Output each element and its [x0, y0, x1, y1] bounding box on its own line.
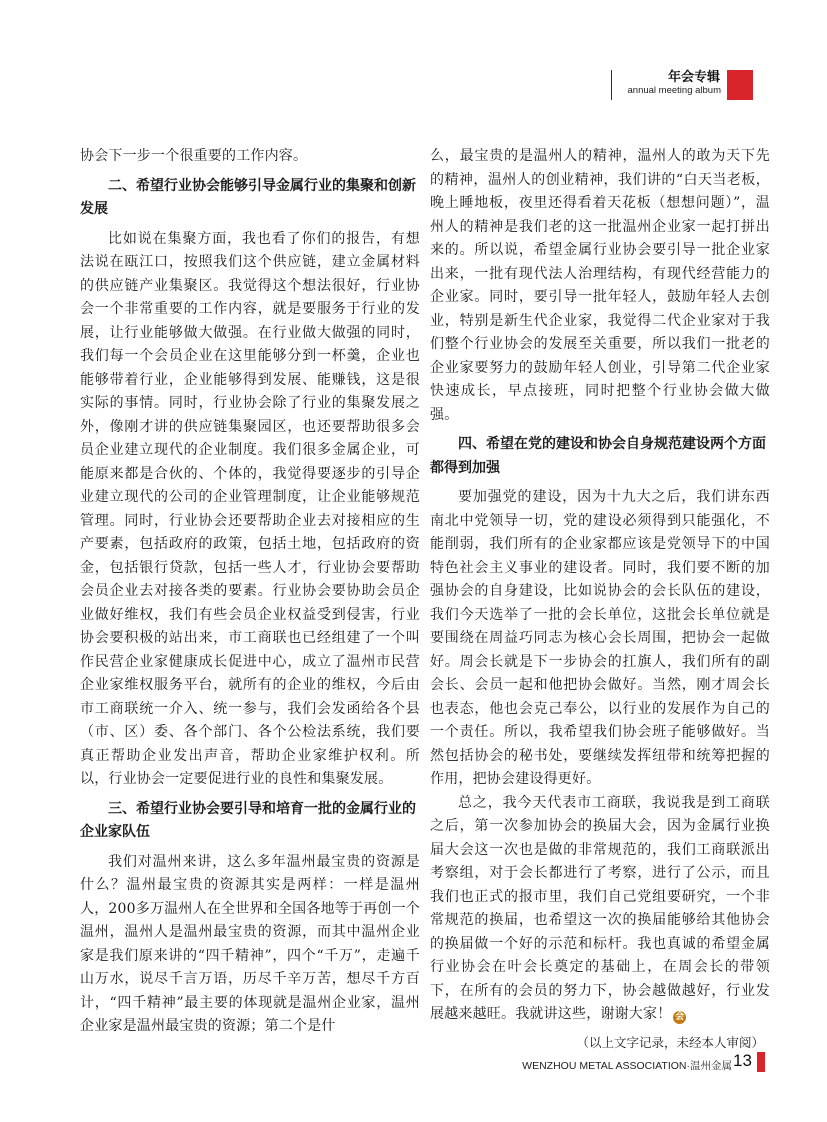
paragraph: 协会下一步一个很重要的工作内容。 — [80, 148, 308, 164]
footer-accent-block — [757, 1052, 765, 1072]
publication-name: WENZHOU METAL ASSOCIATION — [522, 1060, 687, 1072]
paragraph: 要加强党的建设，因为十九大之后，我们讲东西南北中党领导一切，党的建设必须得到只能强化，不能削弱，我们所有的企业家都应该是党领导下的中国特色社会主义事业的建设者。同时，我们要不断的加强协会的自身建设，比如说协会的会长队伍的建设，我们今天选举了一批的会长单位，这批会长单位就是要围绕在周益巧同志为核心会长周围，把协会一起做好。周会长就是下一步协会的扛旗人，我们所有的副会长、会员一起和他把协会做好。当然，刚才周会长也表态，他也会克己奉公，以行业的发展作为自己的一个责任。所以，我希望我们协会班子能够做好。当然包括协会的秘书处，要继续发挥纽带和统筹把握的作用，把协会建设得更好。 — [430, 489, 770, 787]
transcript-note: （以上文字记录，未经本人审阅） — [576, 1034, 764, 1050]
paragraph: 比如说在集聚方面，我也看了你们的报告，有想法说在瓯江口，按照我们这个供应链，建立金属材料的供应链产业集聚区。我觉得这个想法很好，行业协会一个非常重要的工作内容，就是要服务于行业的发展，让行业能够做大做强。在行业做大做强的同时，我们每一个会员企业在这里能够分到一杯羹，企业也能够带着行业，企业能够得到发展、能赚钱，这是很实际的事情。同时，行业协会除了行业的集聚发展之外，像刚才讲的供应链集聚园区，也还要帮助很多会员企业建立现代的企业制度。我们很多金属企业，可能原来都是合伙的、个体的，我觉得要逐步的引导企业建立现代的公司的企业管理制度，让企业能够规范管理。同时，行业协会还要帮助企业去对接相应的生产要素，包括政府的政策，包括土地，包括政府的资金，包括银行贷款，包括一些人才，行业协会要帮助会员企业去对接各类的要素。行业协会要协助会员企业做好维权，我们有些会员企业权益受到侵害，行业协会要积极的站出来，市工商联也已经组建了一个叫作民营企业家健康成长促进中心，成立了温州市民营企业家维权服务平台，就所有的企业的维权，今后由市工商联统一介入、统一参与，我们会发函给各个县（市、区）委、各个部门、各个公检法系统，我们要真正帮助企业发出声音，帮助企业家维护权利。所以，行业协会一定要促进行业的良性和集聚发展。 — [80, 230, 420, 787]
section-title: 年会专辑 — [667, 70, 720, 85]
page-number: 13 — [733, 1051, 752, 1070]
footer-publication — [496, 1058, 732, 1073]
paragraph-closing — [430, 792, 770, 1027]
footer-separator: · — [686, 1060, 690, 1072]
publication-name-cn: 温州金属 — [690, 1060, 732, 1072]
right-column — [430, 145, 770, 1053]
section-subtitle: annual meeting album — [627, 85, 721, 96]
header-accent-block — [727, 70, 753, 100]
left-column — [80, 145, 420, 1039]
section-heading: 四、希望在党的建设和协会自身规范建设两个方面都得到加强 — [430, 436, 766, 476]
end-mark-icon: 会 — [675, 1012, 685, 1022]
closing-text: 总之，我今天代表市工商联，我说我是到工商联之后，第一次参加协会的换届大会，因为金属行业换届大会这一次也是做的非常规范的，我们工商联派出考察组，对于会长都进行了考察，进行了公示，而且我们也正式的报市里，我们自己党组要研究，一个非常规范的换届，也希望这一次的换届能够给其他协会的换届做一个好的示范和标杆。我也真诚的希望金属行业协会在叶会长奠定的基础上，在周会长的带领下，在所有的会员的努力下，协会越做越好，行业发展越来越旺。我就讲这些，谢谢大家！ — [430, 794, 770, 1022]
paragraph: 么，最宝贵的是温州人的精神，温州人的敢为天下先的精神，温州人的创业精神，我们讲的“白天当老板，晚上睡地板，夜里还得看着天花板（想想问题）”，温州人的精神是我们老的这一批温州企业家一起打拼出来的。所以说，希望金属行业协会要引导一批企业家出来，一批有现代法人治理结构，有现代经营能力的企业家。同时，要引导一批年轻人，鼓励年轻人去创业，特别是新生代企业家，我觉得二代企业家对于我们整个行业协会的发展至关重要，所以我们一批老的企业家要努力的鼓励年轻人创业，引导第二代企业家快速成长，早点接班，同时把整个行业协会做大做强。 — [430, 148, 770, 423]
section-heading: 三、希望行业协会要引导和培育一批的金属行业的企业家队伍 — [80, 800, 416, 840]
section-heading: 二、希望行业协会能够引导金属行业的集聚和创新发展 — [80, 177, 416, 217]
paragraph: 我们对温州来讲，这么多年温州最宝贵的资源是什么？温州最宝贵的资源其实是两样：一样是温州人，200多万温州人在全世界和全国各地等于再创一个温州，温州人是温州最宝贵的资源，而其中温州企业家是我们原来讲的“四千精神”，四个“千万”，走遍千山万水，说尽千言万语，历尽千辛万苦，想尽千方百计，“四千精神”最主要的体现就是温州企业家，温州企业家是温州最宝贵的资源；第二个是什 — [80, 853, 420, 1034]
